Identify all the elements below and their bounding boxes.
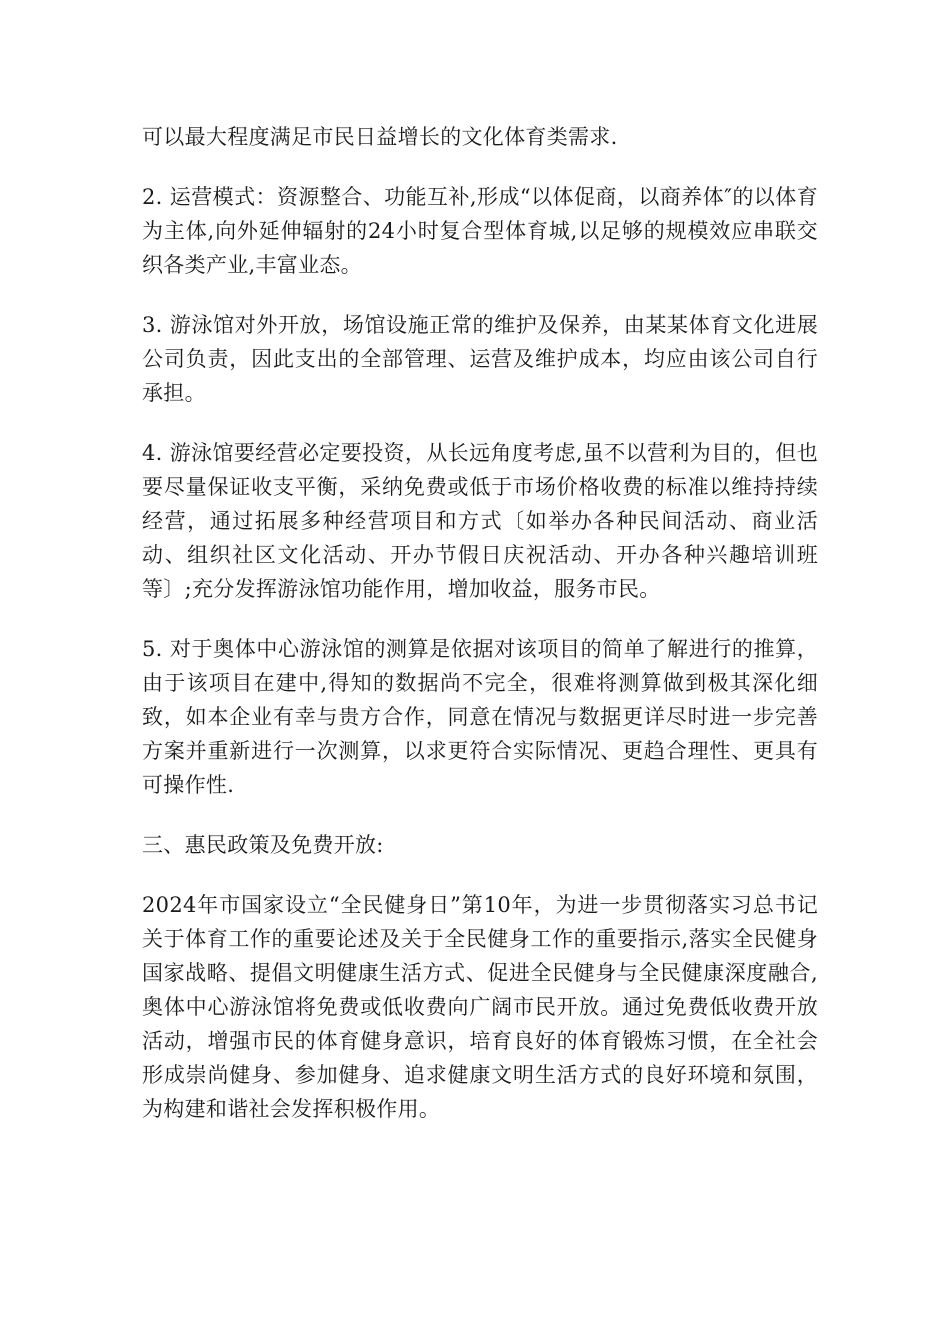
section-heading: 三、惠民政策及免费开放: — [142, 833, 384, 857]
paragraph-estimation: 5. 对于奥体中心游泳馆的测算是依据对该项目的简单了解进行的推算，由于该项目在建中,得知的数据尚不完全，很难将测算做到极其深化细致，如本企业有幸与贵方合作，同意在情况与数据更详尽时进一步完善方案并重新进行一次测算，以求更符合实际情况、更趋合理性、更具有可操作性. — [142, 637, 818, 797]
document-page — [142, 120, 818, 1152]
paragraph-fitness-day: 2024年市国家设立“全民健身日”第10年，为进一步贯彻落实习总书记关于体育工作的重要论述及关于全民健身工作的重要指示,落实全民健身国家战略、提倡文明健康生活方式、促进全民健身与全民健康深度融合,奥体中心游泳馆将免费或低收费向广阔市民开放。通过免费低收费开放活动，增强市民的体育健身意识，培育良好的体育锻炼习惯，在全社会形成崇尚健身、参加健身、追求健康文明生活方式的良好环境和氛围，为构建和谐社会发挥积极作用。 — [142, 893, 818, 1121]
paragraph-continuation: 可以最大程度满足市民日益增长的文化体育类需求. — [142, 125, 618, 149]
paragraph-investment: 4. 游泳馆要经营必定要投资，从长远角度考虑,虽不以营利为目的，但也要尽量保证收支平衡，采纳免费或低于市场价格收费的标准以维持持续经营，通过拓展多种经营项目和方式〔如举办各种民间活动、商业活动、组织社区文化活动、开办节假日庆祝活动、开办各种兴趣培训班等〕;充分发挥游泳馆功能作用，增加收益，服务市民。 — [142, 441, 818, 601]
paragraph-maintenance: 3. 游泳馆对外开放，场馆设施正常的维护及保养，由某某体育文化进展公司负责，因此支出的全部管理、运营及维护成本，均应由该公司自行承担。 — [142, 313, 818, 405]
paragraph-operation-model: 2. 运营模式：资源整合、功能互补,形成“以体促商，以商养体″的以体育为主体,向外延伸辐射的24小时复合型体育城,以足够的规模效应串联交织各类产业,丰富业态。 — [142, 185, 818, 277]
